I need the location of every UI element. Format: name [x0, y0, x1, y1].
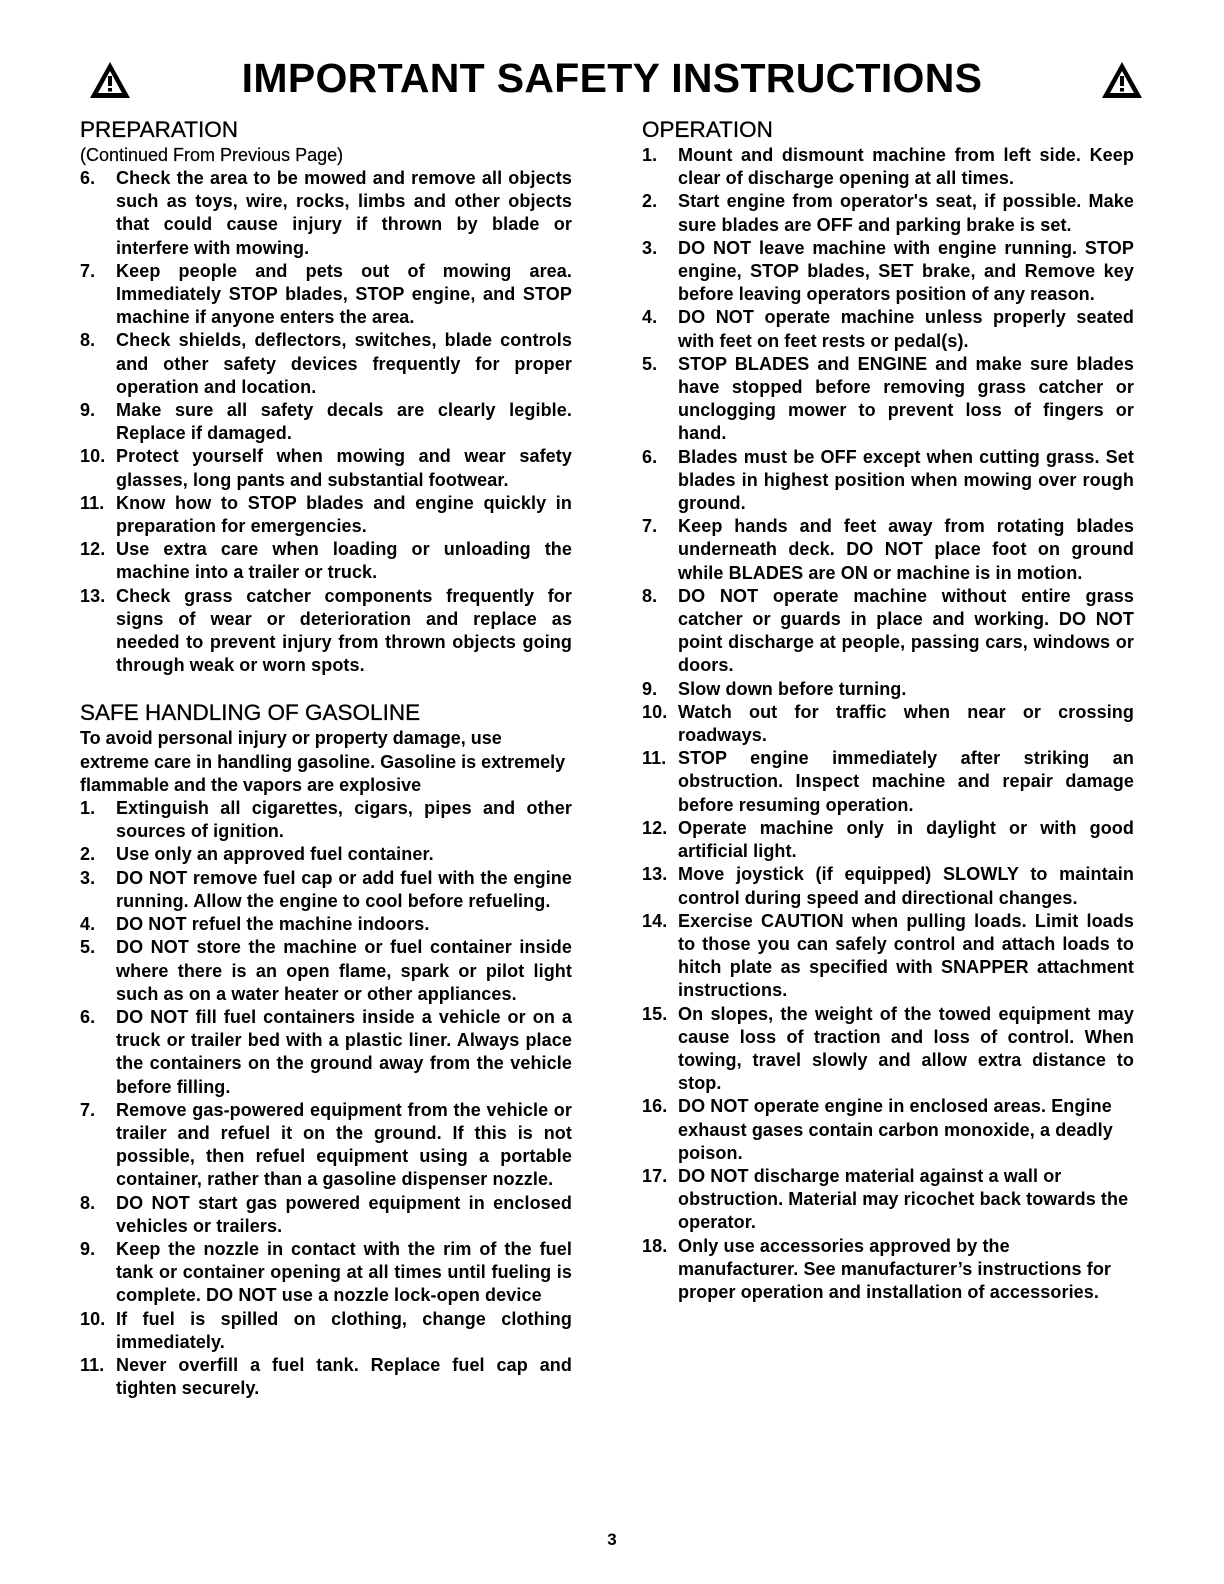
list-item: 9. Slow down before turning.: [642, 678, 907, 699]
list-item: 1. Extinguish all cigarettes, cigars, pipes and other sources of ignition.: [80, 798, 572, 842]
list-item: 8. DO NOT operate machine without entire grass catcher or guards in place and working. DO NOT point discharge at people, passing cars, windows or doors.: [642, 585, 1134, 676]
list-item: 16. DO NOT operate engine in enclosed areas. Engine exhaust gases contain carbon monoxide, a deadly poison.: [642, 1096, 1113, 1163]
list-item: 11. Know how to STOP blades and engine quickly in preparation for emergencies.: [80, 492, 572, 537]
operation-list: [642, 144, 1134, 1304]
page-number: 3: [607, 1530, 617, 1549]
list-item: 10. If fuel is spilled on clothing, change clothing immediately.: [80, 1308, 572, 1352]
right-column: [642, 116, 1134, 1304]
list-item: 13. Check grass catcher components frequently for signs of wear or deterioration and replace as needed to prevent injury from thrown objects going through weak or worn spots.: [80, 585, 572, 676]
list-item: 2. Use only an approved fuel container.: [80, 844, 434, 865]
page-header: [80, 50, 1144, 106]
page-title: IMPORTANT SAFETY INSTRUCTIONS: [241, 55, 983, 101]
gasoline-intro: To avoid personal injury or property damage, use extreme care in handling gasoline. Gasoline is extremely flammable and the vapors are explosive: [80, 728, 566, 795]
list-item: 12. Operate machine only in daylight or with good artificial light.: [642, 817, 1134, 862]
list-item: 7. Remove gas-powered equipment from the vehicle or trailer and refuel it on the ground. If this is not possible, then refuel equipment using a portable container, rather than a gasoline dispenser nozzle.: [80, 1099, 572, 1190]
list-item: 8. DO NOT start gas powered equipment in enclosed vehicles or trailers.: [80, 1192, 572, 1236]
list-item: 6. Blades must be OFF except when cutting grass. Set blades in highest position when mowing over rough ground.: [642, 446, 1134, 514]
list-item: 10. Protect yourself when mowing and wear safety glasses, long pants and substantial footwear.: [80, 446, 572, 490]
list-item: 8. Check shields, deflectors, switches, blade controls and other safety devices frequently for proper operation and location.: [80, 330, 572, 397]
list-item: 10. Watch out for traffic when near or crossing roadways.: [642, 701, 1134, 746]
list-item: 4. DO NOT operate machine unless properly seated with feet on feet rests or pedal(s).: [642, 307, 1134, 351]
list-item: 1. Mount and dismount machine from left side. Keep clear of discharge opening at all times.: [642, 145, 1134, 189]
list-item: 11. STOP engine immediately after striking an obstruction. Inspect machine and repair damage before resuming operation.: [642, 748, 1134, 815]
list-item: 15. On slopes, the weight of the towed equipment may cause loss of traction and loss of control. When towing, travel slowly and allow extra distance to stop.: [642, 1003, 1134, 1094]
list-item: 17. DO NOT discharge material against a wall or obstruction. Material may ricochet back towards the operator.: [642, 1165, 1129, 1233]
preparation-heading: PREPARATION: [80, 117, 238, 142]
list-item: 14. Exercise CAUTION when pulling loads. Limit loads to those you can safely control and attach loads to hitch plate as specified with SNAPPER attachment instructions.: [642, 910, 1134, 1001]
list-item: 3. DO NOT leave machine with engine running. STOP engine, STOP blades, SET brake, and Remove key before leaving operators position of any reason.: [642, 237, 1134, 305]
continued-note: (Continued From Previous Page): [80, 145, 344, 165]
left-column: [80, 116, 572, 1400]
operation-heading: OPERATION: [642, 117, 773, 142]
gasoline-heading: SAFE HANDLING OF GASOLINE: [80, 700, 421, 726]
gasoline-list: [80, 797, 572, 1400]
list-item: 7. Keep hands and feet away from rotating blades underneath deck. DO NOT place foot on ground while BLADES are ON or machine is in motion.: [642, 516, 1134, 583]
list-item: 9. Keep the nozzle in contact with the rim of the fuel tank or container opening at all times until fueling is complete. DO NOT use a nozzle lock-open device: [80, 1238, 572, 1306]
list-item: 7. Keep people and pets out of mowing area. Immediately STOP blades, STOP engine, and STOP machine if anyone enters the area.: [80, 260, 572, 328]
list-item: 5. STOP BLADES and ENGINE and make sure blades have stopped before removing grass catcher or unclogging mower to prevent loss of fingers or hand.: [642, 353, 1134, 444]
list-item: 18. Only use accessories approved by the manufacturer. See manufacturer’s instructions for proper operation and installation of accessories.: [642, 1235, 1112, 1302]
preparation-list: [80, 167, 572, 677]
list-item: 6. Check the area to be mowed and remove all objects such as toys, wire, rocks, limbs and other objects that could cause injury if thrown by blade or interfere with mowing.: [80, 168, 572, 258]
list-item: 13. Move joystick (if equipped) SLOWLY to maintain control during speed and directional changes.: [642, 864, 1134, 908]
list-item: 2. Start engine from operator's seat, if possible. Make sure blades are OFF and parking brake is set.: [642, 191, 1134, 235]
list-item: 4. DO NOT refuel the machine indoors.: [80, 914, 430, 935]
list-item: 3. DO NOT remove fuel cap or add fuel with the engine running. Allow the engine to cool before refueling.: [80, 867, 572, 911]
list-item: 5. DO NOT store the machine or fuel container inside where there is an open flame, spark or pilot light such as on a water heater or other appliances.: [80, 937, 572, 1004]
list-item: 11. Never overfill a fuel tank. Replace fuel cap and tighten securely.: [80, 1354, 572, 1399]
list-item: 6. DO NOT fill fuel containers inside a vehicle or on a truck or trailer bed with a plastic liner. Always place the containers on the ground away from the vehicle before filling.: [80, 1006, 572, 1097]
list-item: 9. Make sure all safety decals are clearly legible. Replace if damaged.: [80, 400, 572, 444]
warning-triangle-icon: [1100, 60, 1144, 100]
list-item: 12. Use extra care when loading or unloading the machine into a trailer or truck.: [80, 539, 572, 583]
